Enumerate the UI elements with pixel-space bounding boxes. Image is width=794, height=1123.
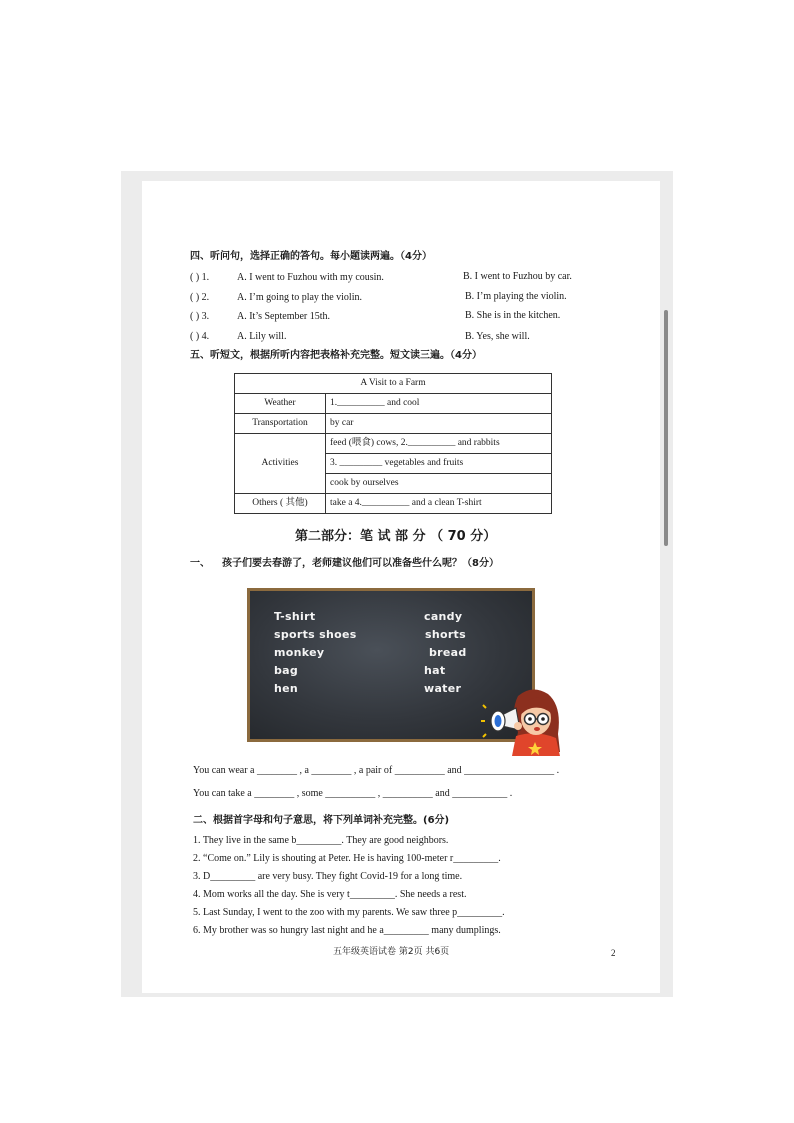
- vertical-scrollbar[interactable]: [664, 310, 668, 546]
- others-label: Others ( 其他): [235, 494, 326, 514]
- board-word-candy: candy: [424, 610, 463, 623]
- q1-option-b: B. I went to Fuzhou by car.: [463, 271, 572, 282]
- activities-label: Activities: [235, 434, 326, 494]
- farm-visit-table: [234, 373, 552, 514]
- transportation-value: by car: [326, 414, 552, 434]
- fill-sentence-take: You can take a ________ , some __________ , __________ and ___________ .: [193, 788, 513, 799]
- board-word-tshirt: T-shirt: [274, 610, 316, 623]
- weather-label: Weather: [235, 394, 326, 414]
- weather-value: 1.__________ and cool: [326, 394, 552, 414]
- q4-number: ( ) 4.: [190, 331, 210, 342]
- board-word-hat: hat: [424, 664, 446, 677]
- part2-heading: 第二部分：笔 试 部 分 （ 70 分）: [295, 529, 497, 544]
- others-value: take a 4.__________ and a clean T-shirt: [326, 494, 552, 514]
- part2-q1-number: 一、: [190, 558, 210, 569]
- q2-option-a: A. I’m going to play the violin.: [237, 292, 362, 303]
- page-number: 2: [611, 948, 616, 958]
- q3-option-b: B. She is in the kitchen.: [465, 310, 561, 321]
- q3-number: ( ) 3.: [190, 311, 210, 322]
- transportation-label: Transportation: [235, 414, 326, 434]
- board-word-monkey: monkey: [274, 646, 325, 659]
- board-word-shorts: shorts: [425, 628, 466, 641]
- word-fill-item-3: 3. D_________ are very busy. They fight Covid-19 for a long time.: [193, 871, 463, 882]
- section4-heading: 四、听问句，选择正确的答句。每小题读两遍。（4分）: [190, 251, 432, 262]
- board-word-hen: hen: [274, 682, 299, 695]
- board-word-water: water: [424, 682, 462, 695]
- board-word-sports-shoes: sports shoes: [274, 628, 357, 641]
- q2-option-b: B. I’m playing the violin.: [465, 291, 567, 302]
- fill-sentence-wear: You can wear a ________ , a ________ , a pair of __________ and __________________ .: [193, 765, 560, 776]
- q3-option-a: A. It’s September 15th.: [237, 311, 331, 322]
- q1-option-a: A. I went to Fuzhou with my cousin.: [237, 272, 384, 283]
- word-fill-item-5: 5. Last Sunday, I went to the zoo with my parents. We saw three p_________.: [193, 907, 505, 918]
- table-title: A Visit to a Farm: [235, 374, 552, 394]
- word-fill-item-1: 1. They live in the same b_________. They are good neighbors.: [193, 835, 449, 846]
- q2-number: ( ) 2.: [190, 292, 210, 303]
- page-footer: 五年级英语试卷 第2页 共6页: [333, 947, 450, 957]
- board-word-bread: bread: [429, 646, 467, 659]
- activity-3: cook by ourselves: [326, 474, 552, 494]
- activity-2: 3. _________ vegetables and fruits: [326, 454, 552, 474]
- part2-q2-heading: 二、根据首字母和句子意思，将下列单词补充完整。(6分): [193, 815, 450, 826]
- word-fill-item-2: 2. “Come on.” Lily is shouting at Peter. He is having 100-meter r_________.: [193, 853, 501, 864]
- q4-option-b: B. Yes, she will.: [465, 331, 530, 342]
- word-fill-item-4: 4. Mom works all the day. She is very t_________. She needs a rest.: [193, 889, 467, 900]
- q1-number: ( ) 1.: [190, 272, 210, 283]
- board-word-bag: bag: [274, 664, 299, 677]
- word-fill-item-6: 6. My brother was so hungry last night and he a_________ many dumplings.: [193, 925, 501, 936]
- girl-megaphone-illustration: [480, 686, 566, 756]
- q4-option-a: A. Lily will.: [237, 331, 287, 342]
- activity-1: feed (喂食) cows, 2.__________ and rabbits: [326, 434, 552, 454]
- part2-q1-heading: 孩子们要去春游了，老师建议他们可以准备些什么呢？（8分）: [222, 558, 499, 569]
- section5-heading: 五、听短文，根据所听内容把表格补充完整。短文读三遍。（4分）: [190, 350, 482, 361]
